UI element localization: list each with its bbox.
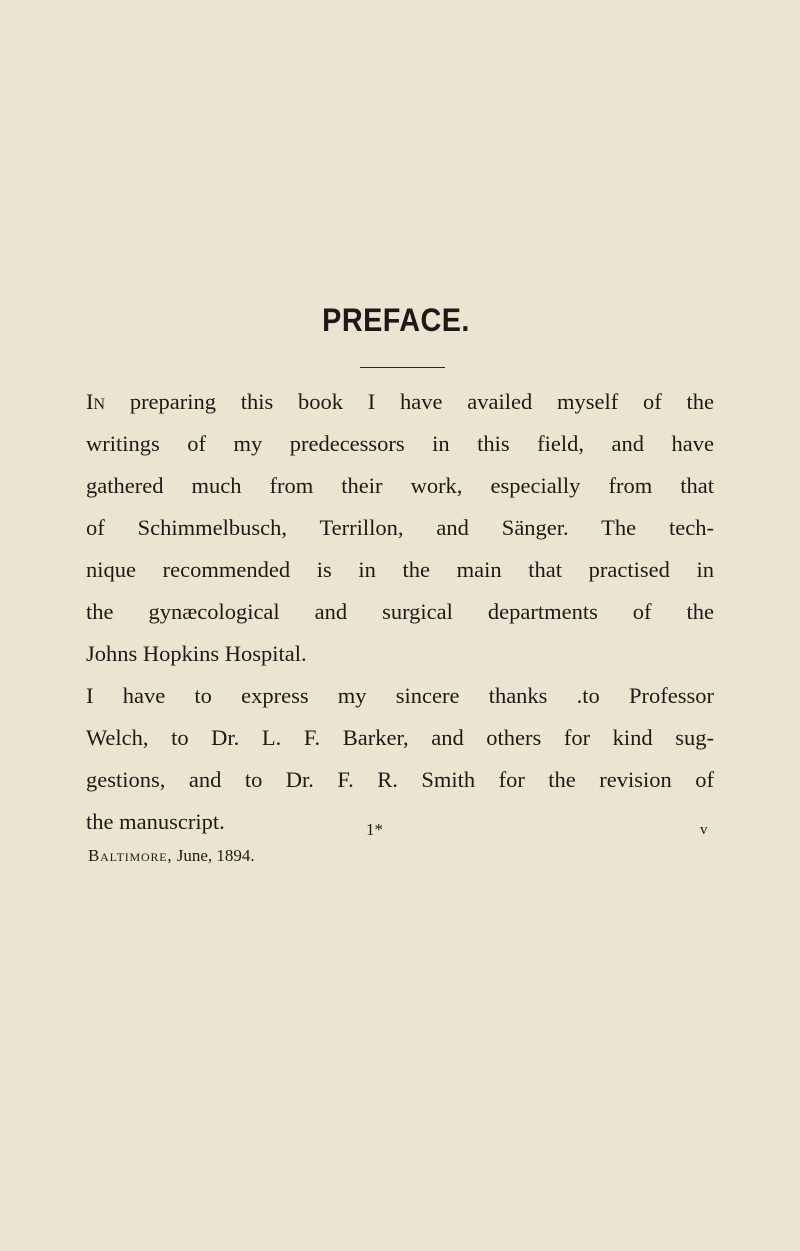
paragraph-1-line-1-text: preparing this book I have availed myself of the: [105, 389, 714, 414]
paragraph-1-line-4: of Schimmelbusch, Terrillon, and Sänger. The tech-: [86, 515, 714, 540]
page-number: v: [700, 822, 708, 838]
paragraph-2-line-4: the manuscript.: [86, 809, 225, 834]
dateline: [86, 845, 714, 867]
paragraph-1-line-6: the gynæcological and surgical departments of the: [86, 599, 714, 624]
paragraph-2-line-2: Welch, to Dr. L. F. Barker, and others for kind sug-: [86, 725, 714, 750]
paragraph-1-line-5: nique recommended is in the main that practised in: [86, 557, 714, 582]
paragraph-2-line-1: I have to express my sincere thanks .to Professor: [86, 683, 714, 708]
paragraph-1-line-3: gathered much from their work, especially from that: [86, 473, 714, 498]
paragraph-1-line-7: Johns Hopkins Hospital.: [86, 641, 307, 666]
paragraph-1-line-2: writings of my predecessors in this field, and have: [86, 431, 714, 456]
signature-mark: 1*: [366, 820, 383, 839]
preface-text: [86, 381, 714, 867]
dateline-date: June, 1894.: [172, 846, 255, 865]
title-rule: [360, 367, 445, 368]
lead-word: In: [86, 389, 106, 414]
page-title: PREFACE.: [322, 302, 470, 338]
paragraph-2-line-3: gestions, and to Dr. F. R. Smith for the revision of: [86, 767, 714, 792]
paragraph-1-line-1: [86, 381, 714, 423]
dateline-place: Baltimore,: [88, 846, 173, 865]
